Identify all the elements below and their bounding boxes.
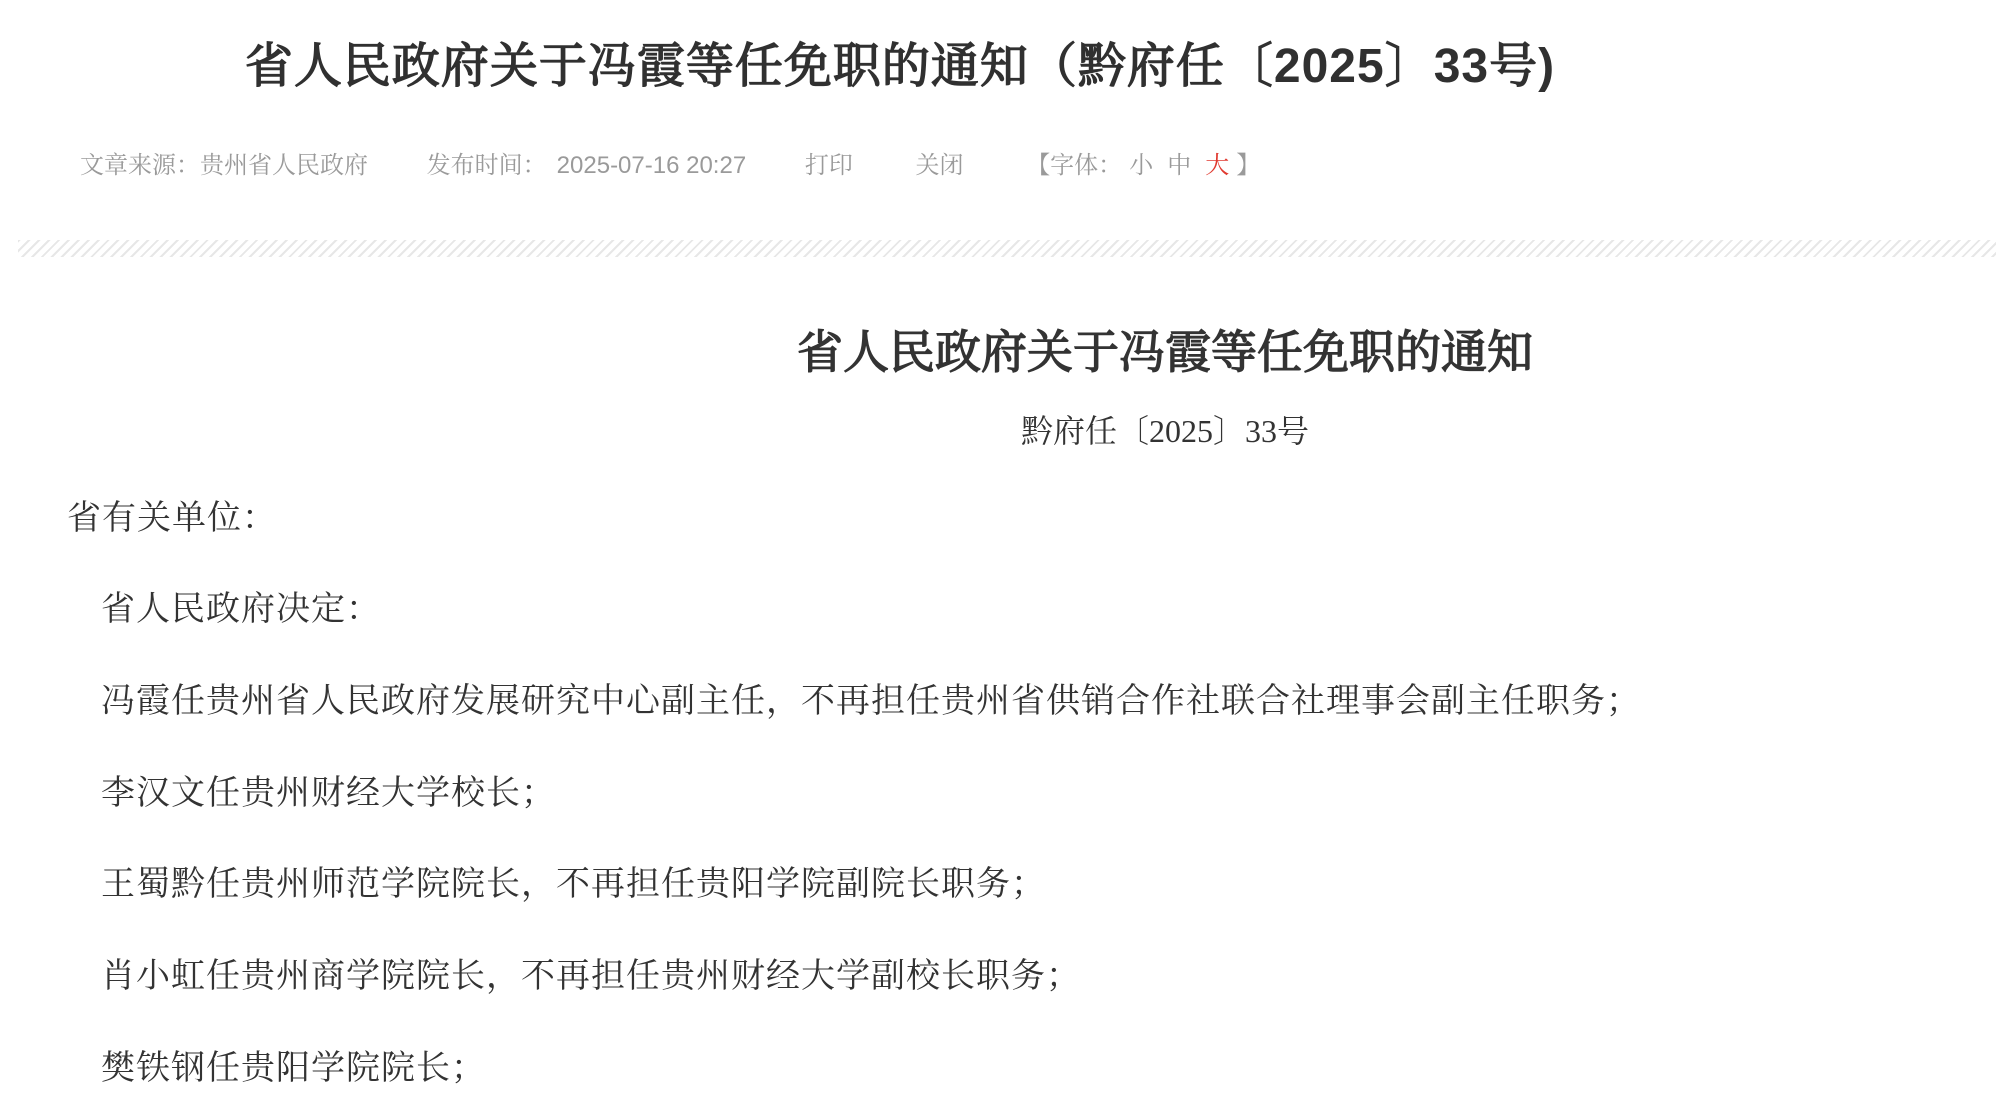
- doc-paragraph: 冯霞任贵州省人民政府发展研究中心副主任，不再担任贵州省供销合作社联合社理事会副主任职务；: [101, 682, 1641, 720]
- salutation-line: 省有关单位：: [67, 499, 277, 537]
- source-label: 文章来源：: [80, 152, 200, 180]
- font-size-large-button[interactable]: 大: [1205, 152, 1230, 180]
- publish-time-label: 发布时间：: [426, 152, 547, 180]
- document-body: [67, 501, 2014, 1087]
- font-size-label-close: 】: [1236, 152, 1261, 180]
- doc-paragraph: 樊铁钢任贵阳学院院长；: [101, 1049, 486, 1087]
- doc-paragraph: 肖小虹任贵州商学院院长，不再担任贵州财经大学副校长职务；: [101, 958, 1081, 996]
- document-title: 省人民政府关于冯霞等任免职的通知: [797, 327, 1533, 379]
- print-button[interactable]: 打印: [804, 152, 853, 180]
- header-inner: [0, 0, 1800, 182]
- notice-document: [0, 325, 2014, 1086]
- publish-time-field: [427, 152, 747, 179]
- source-value: 贵州省人民政府: [200, 152, 368, 180]
- font-size-label: 【字体：: [1026, 152, 1123, 180]
- source-field: [80, 152, 368, 179]
- font-size-small-button[interactable]: 小: [1129, 152, 1154, 180]
- doc-paragraph: 王蜀黔任贵州师范学院院长，不再担任贵阳学院副院长职务；: [101, 866, 1046, 904]
- doc-paragraph: 李汉文任贵州财经大学校长；: [101, 774, 556, 812]
- doc-paragraph: 省人民政府决定：: [101, 591, 381, 629]
- document-number: 黔府任〔2025〕33号: [1020, 412, 1309, 449]
- page-header: [0, 0, 2014, 182]
- publish-time-value: 2025-07-16 20:27: [556, 152, 747, 180]
- article-meta: [80, 150, 1800, 182]
- close-button[interactable]: 关闭: [915, 152, 964, 180]
- font-size-medium-button[interactable]: 中: [1167, 152, 1192, 180]
- font-size-chooser: [1026, 152, 1260, 179]
- page-title: 省人民政府关于冯霞等任免职的通知（黔府任〔2025〕33号): [244, 40, 1556, 93]
- hatched-divider: [18, 240, 1996, 257]
